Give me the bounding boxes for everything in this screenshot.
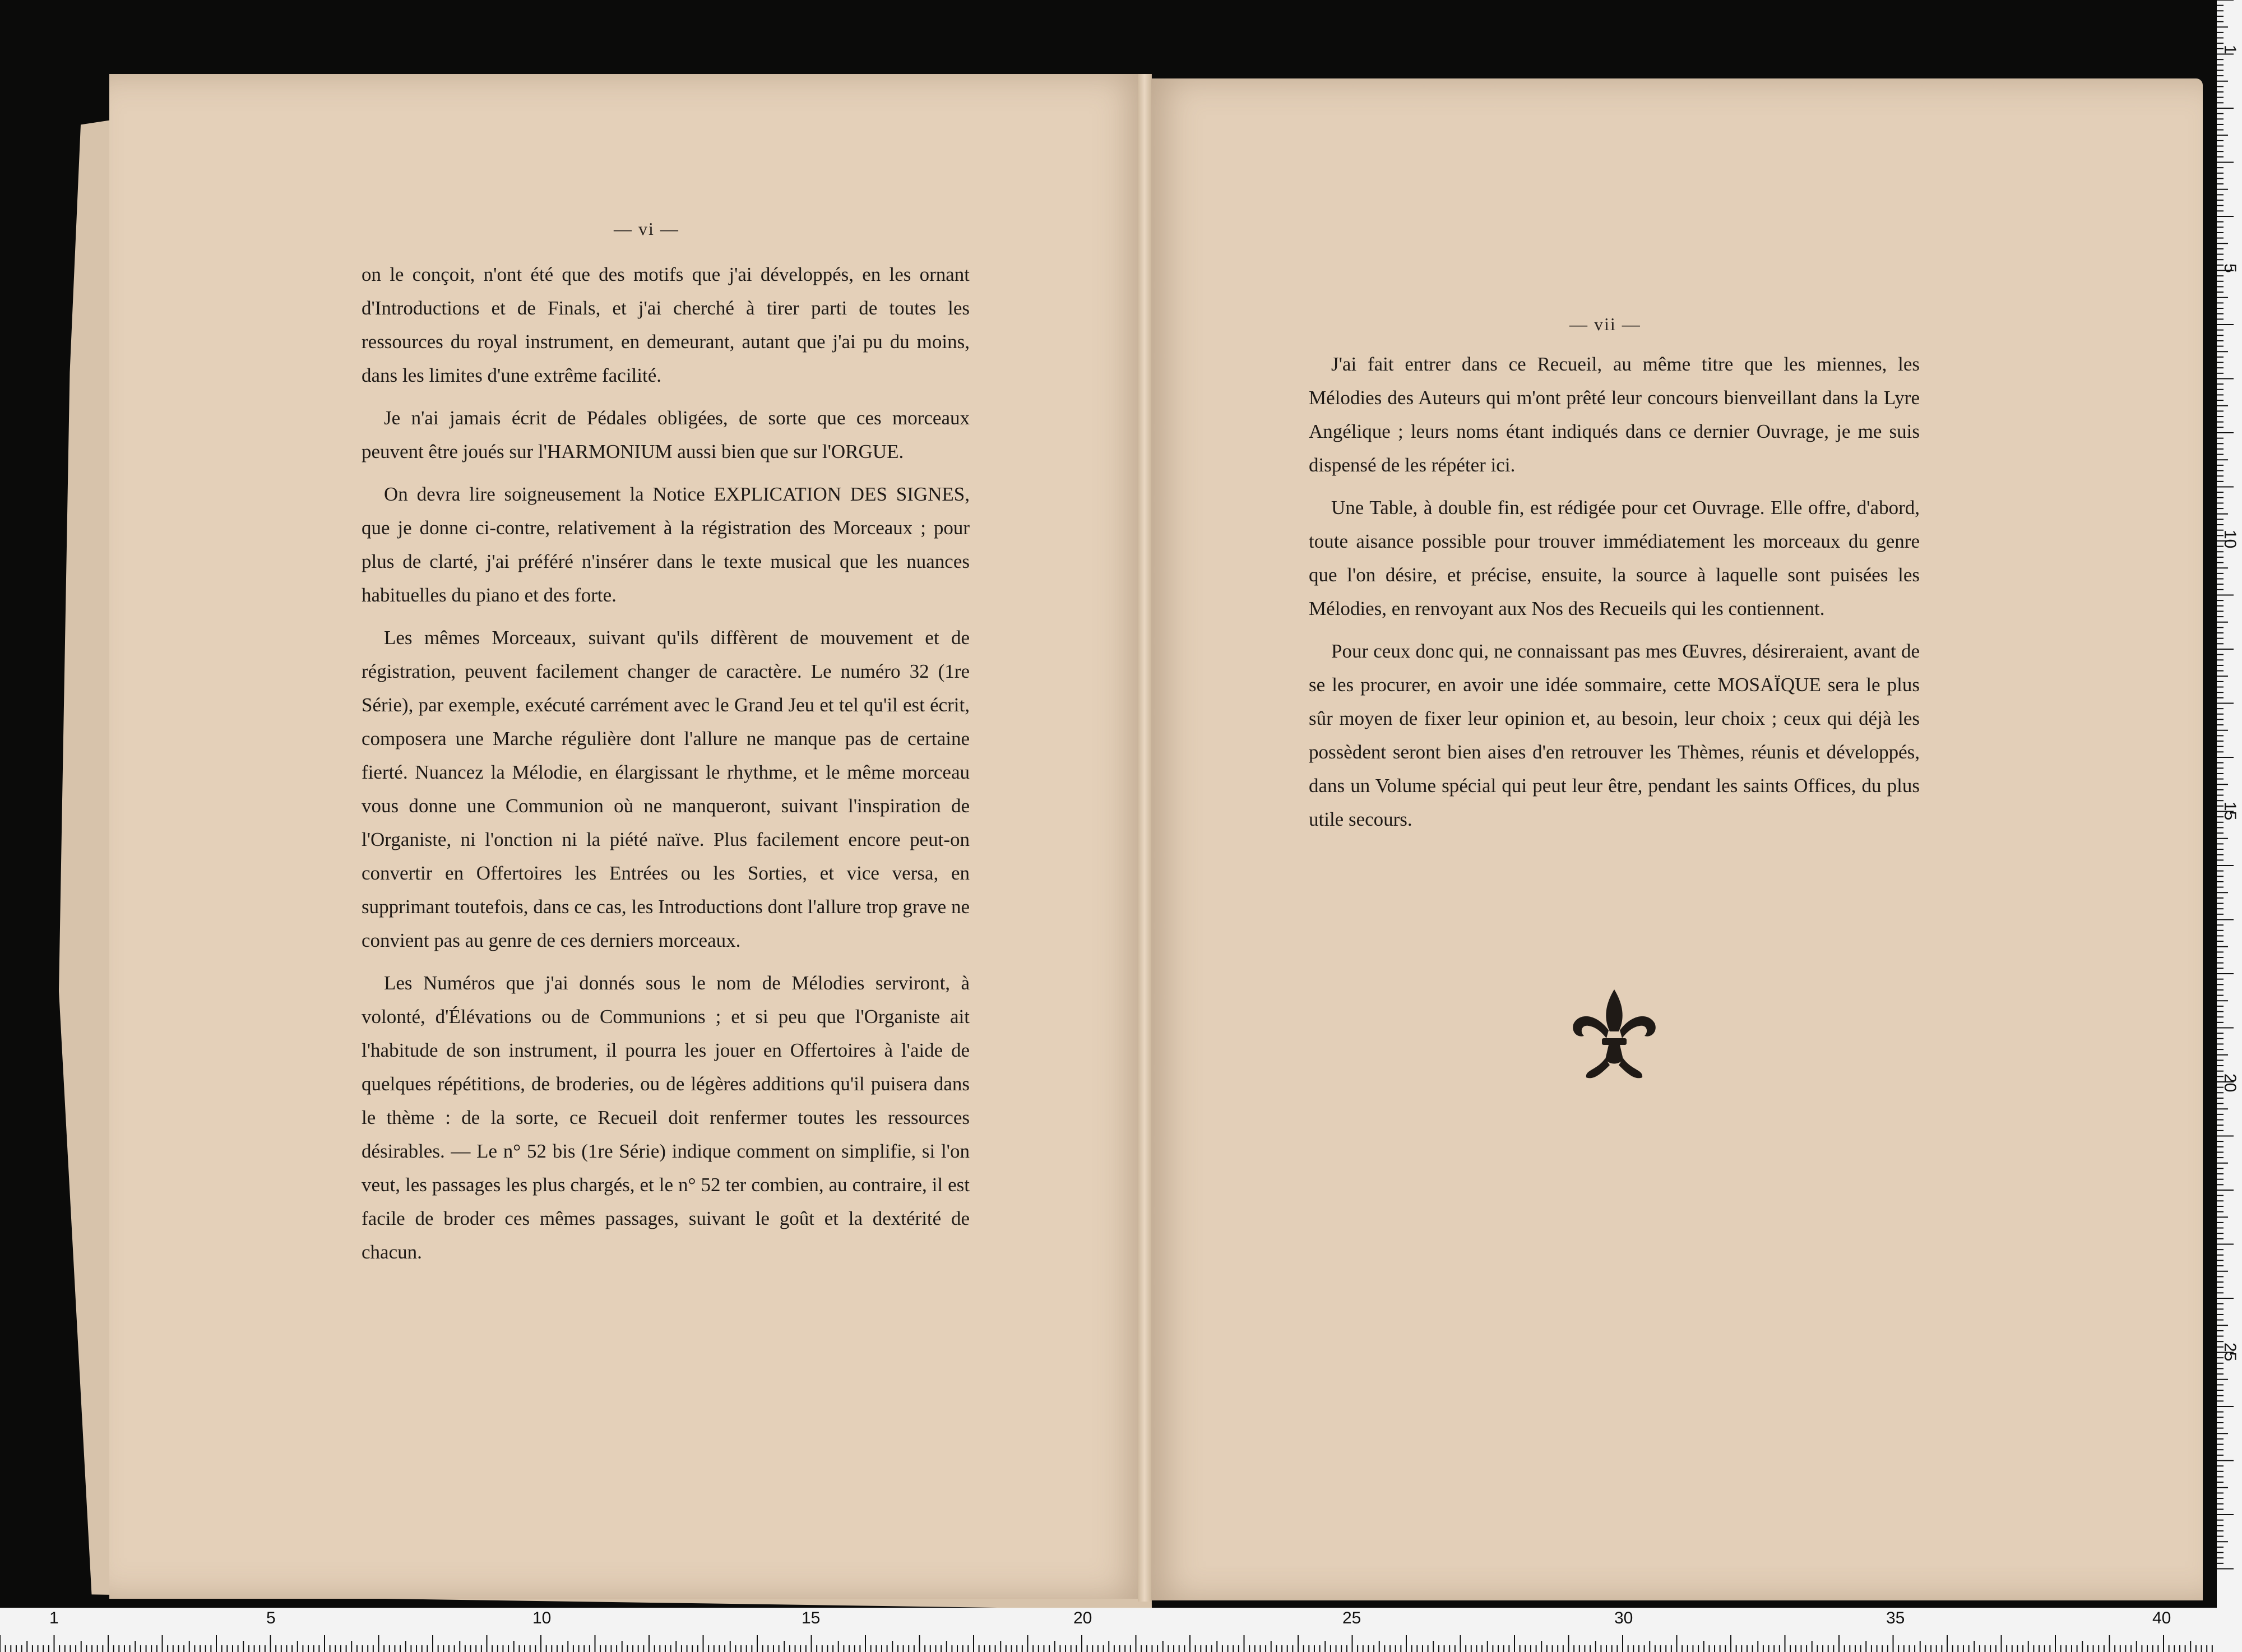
paragraph: Les mêmes Morceaux, suivant qu'ils diffèrent de mouvement et de régistration, peuvent facilement changer de caractère. Le numéro 32 (1re Série), par exemple, exécuté carrément avec le Grand Jeu et tel qu'il est écrit, composera une Marche régulière dont l'allure ne manque pas de certaine fierté. Nuancez la Mélodie, en élargissant le rhythme, et le même morceau vous donne une Communion où ne manqueront, suivant l'inspiration de l'Organiste, ni l'onction ni la piété naïve. Plus facilement encore peut-on convertir en Offertoires les Entrées ou les Sorties, et vice versa, en supprimant toutefois, dans ce cas, les Introductions dont l'allure trop grave ne convient pas au genre de ces derniers morceaux. — [362, 627, 970, 951]
fleur-de-lis-ornament-icon — [1569, 987, 1659, 1082]
ruler-label: 10 — [2221, 530, 2239, 549]
ruler-label: 1 — [49, 1609, 59, 1627]
ruler-label: 10 — [532, 1609, 552, 1627]
paragraph: Les Numéros que j'ai donnés sous le nom de Mélodies serviront, à volonté, d'Élévations ou de Communions ; et si peu que l'Organiste ait l'habitude de son instrument, il pourra les jouer en Offertoires à l'aide de quelques répétitions, de broderies, ou de légères additions qu'il puisera dans le thème : de la sorte, ce Recueil doit renfermer toutes les ressources désirables. — Le n° 52 bis (1re Série) indique comment on simplifie, si l'on veut, les passages les plus chargés, et le n° 52 ter combien, au contraire, il est facile de broder ces mêmes passages, suivant le goût et la dextérité de chacun. — [362, 972, 970, 1263]
ruler-label: 15 — [802, 1609, 821, 1627]
ruler-label: 5 — [266, 1609, 276, 1627]
ruler-label: 40 — [2152, 1609, 2171, 1627]
page-number-left: — vi — — [614, 219, 679, 239]
page-number-right: — vii — — [1569, 314, 1641, 334]
ruler-label: 20 — [2221, 1073, 2239, 1093]
paragraph: On devra lire soigneusement la Notice EXPLICATION DES SIGNES, que je donne ci-contre, relativement à la régistration des Morceaux ; pour plus de clarté, j'ai préféré n'insérer dans le texte musical que les nuances habituelles du piano et des forte. — [362, 483, 970, 606]
ruler-label: 20 — [1073, 1609, 1092, 1627]
paragraph: on le conçoit, n'ont été que des motifs que j'ai développés, en les ornant d'Introductions et de Finals, et j'ai cherché à tirer parti de toutes les ressources du royal instrument, en demeurant, autant que j'ai pu du moins, dans les limites d'une extrême facilité. — [362, 263, 970, 386]
ruler-label: 5 — [2221, 263, 2239, 273]
ruler-label: 35 — [1886, 1609, 1905, 1627]
paragraph: Une Table, à double fin, est rédigée pour cet Ouvrage. Elle offre, d'abord, toute aisance possible pour trouver immédiatement les morceaux du genre que l'on désire, et précise, ensuite, la source à laquelle sont puisées les Mélodies, en renvoyant aux Nos des Recueils qui les contiennent. — [1309, 497, 1920, 619]
bottom-ruler — [0, 1608, 2242, 1652]
ruler-label: 30 — [1614, 1609, 1633, 1627]
ruler-label: 1 — [2221, 45, 2239, 54]
ruler-label: 25 — [2221, 1343, 2239, 1362]
book-gutter — [1138, 74, 1151, 1602]
ruler-label: 25 — [1342, 1609, 1361, 1627]
left-page-text — [362, 258, 970, 1278]
right-ruler-ticks — [2217, 0, 2242, 1652]
right-ruler — [2217, 0, 2242, 1652]
ruler-label: 15 — [2221, 802, 2239, 821]
paragraph: Pour ceux donc qui, ne connaissant pas mes Œuvres, désireraient, avant de se les procurer, en avoir une idée sommaire, cette MOSAÏQUE sera le plus sûr moyen de fixer leur opinion et, au besoin, leur choix ; ceux qui déjà les possèdent seront bien aises d'en retrouver les Thèmes, réunis et développés, dans un Volume spécial qui peut leur être, pendant les saints Offices, du plus utile secours. — [1309, 640, 1920, 830]
right-page-text — [1309, 348, 1920, 845]
paragraph: J'ai fait entrer dans ce Recueil, au même titre que les miennes, les Mélodies des Auteurs qui m'ont prêté leur concours bienveillant dans la Lyre Angélique ; leurs noms étant indiqués dans ce dernier Ouvrage, je me suis dispensé de les répéter ici. — [1309, 353, 1920, 476]
bottom-ruler-ticks — [0, 1608, 2242, 1652]
paragraph: Je n'ai jamais écrit de Pédales obligées, de sorte que ces morceaux peuvent être joués sur l'HARMONIUM aussi bien que sur l'ORGUE. — [362, 407, 970, 462]
